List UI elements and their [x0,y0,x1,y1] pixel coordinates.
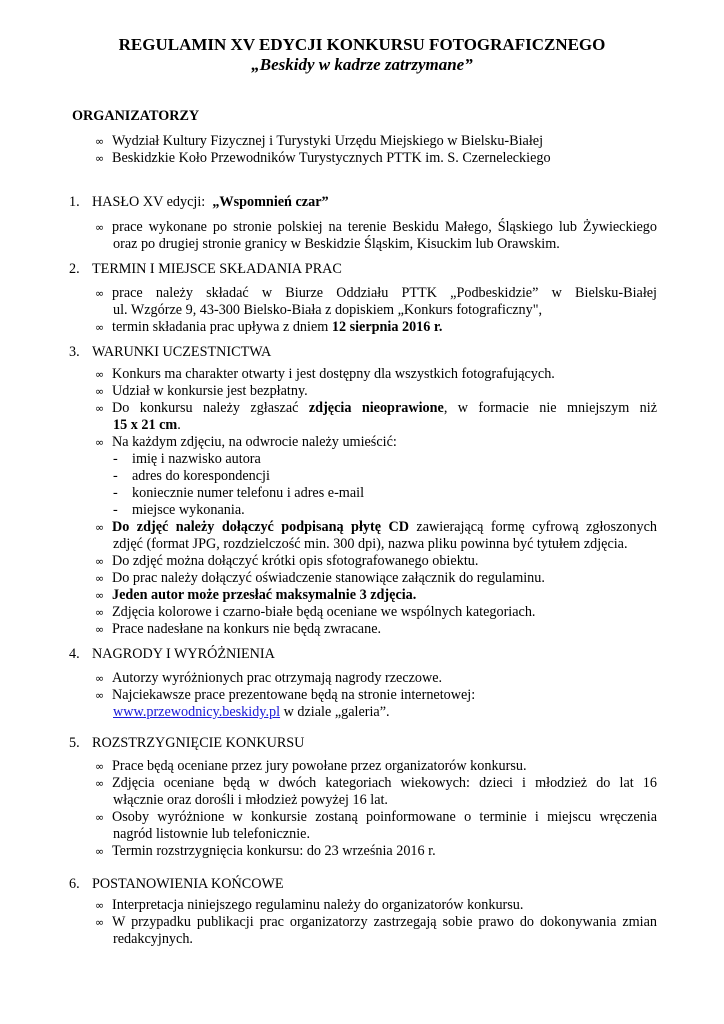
dash-item: - adres do korespondencji [113,468,270,484]
dash-item: - imię i nazwisko autora [113,451,261,467]
list-item-continuation: www.przewodnicy.beskidy.pl w dziale „galeria”. [113,704,390,720]
list-item: ∞ Prace będą oceniane przez jury powołane przez organizatorów konkursu. [95,758,527,774]
infinity-bullet-icon: ∞ [95,777,105,790]
list-item: ∞ Autorzy wyróżnionych prac otrzymają nagrody rzeczowe. [95,670,443,686]
infinity-bullet-icon: ∞ [95,899,105,912]
list-item: ∞ Do konkursu należy zgłaszać zdjęcia nieoprawione, w formacie nie mniejszym niż [95,400,658,416]
infinity-bullet-icon: ∞ [95,672,105,685]
list-item: ∞ Beskidzkie Koło Przewodników Turystycznych PTTK im. S. Czerneleckiego [95,150,551,166]
list-item: ∞ Jeden autor może przesłać maksymalnie 3 zdjęcia. [95,587,417,603]
list-item: ∞ Wydział Kultury Fizycznej i Turystyki Urzędu Miejskiego w Bielsku-Białej [95,133,544,149]
section-heading-2: 2. TERMIN I MIEJSCE SKŁADANIA PRAC [69,261,342,277]
infinity-bullet-icon: ∞ [95,385,105,398]
infinity-bullet-icon: ∞ [95,811,105,824]
infinity-bullet-icon: ∞ [95,572,105,585]
infinity-bullet-icon: ∞ [95,287,105,300]
infinity-bullet-icon: ∞ [95,135,105,148]
list-item: ∞ Na każdym zdjęciu, na odwrocie należy umieścić: [95,434,397,450]
infinity-bullet-icon: ∞ [95,555,105,568]
infinity-bullet-icon: ∞ [95,521,105,534]
infinity-bullet-icon: ∞ [95,606,105,619]
list-item: ∞ Prace nadesłane na konkurs nie będą zwracane. [95,621,382,637]
infinity-bullet-icon: ∞ [95,623,105,636]
infinity-bullet-icon: ∞ [95,760,105,773]
section-heading-5: 5. ROZSTRZYGNIĘCIE KONKURSU [69,735,305,751]
infinity-bullet-icon: ∞ [95,402,105,415]
list-item: ∞ Udział w konkursie jest bezpłatny. [95,383,308,399]
document-title: REGULAMIN XV EDYCJI KONKURSU FOTOGRAFICZNEGO [118,35,606,54]
list-item-continuation: oraz po drugiej stronie granicy w Beskidzie Śląskim, Kisuckim lub Orawskim. [113,236,560,252]
list-item-continuation: ul. Wzgórze 9, 43-300 Bielsko-Biała z dopiskiem „Konkurs fotograficzny", [113,302,543,318]
list-item: ∞ Zdjęcia oceniane będą w dwóch kategoriach wiekowych: dzieci i młodzież do lat 16 [95,775,657,791]
list-item-continuation: zdjęć (format JPG, rozdzielczość min. 300 dpi), nazwa pliku powinna być tytułem zdjęcia. [113,536,628,552]
list-item: ∞ Osoby wyróżnione w konkursie zostaną poinformowane o terminie i miejscu wręczenia [95,809,657,825]
dash-item: - miejsce wykonania. [113,502,245,518]
list-item: ∞ Do zdjęć można dołączyć krótki opis sfotografowanego obiektu. [95,553,479,569]
list-item: ∞ Najciekawsze prace prezentowane będą na stronie internetowej: [95,687,476,703]
section-heading-4: 4. NAGRODY I WYRÓŻNIENIA [69,646,275,662]
infinity-bullet-icon: ∞ [95,436,105,449]
website-link[interactable]: www.przewodnicy.beskidy.pl [113,704,281,720]
list-item: ∞ Termin rozstrzygnięcia konkursu: do 23 września 2016 r. [95,843,436,859]
list-item: ∞ Do prac należy dołączyć oświadczenie stanowiące załącznik do regulaminu. [95,570,545,586]
list-item-continuation: włącznie oraz dorośli i młodzież powyżej 16 lat. [113,792,388,808]
section-heading-1: 1. HASŁO XV edycji: „Wspomnień czar” [69,194,329,210]
dash-item: - koniecznie numer telefonu i adres e-mail [113,485,365,501]
infinity-bullet-icon: ∞ [95,152,105,165]
list-item: ∞ Zdjęcia kolorowe i czarno-białe będą oceniane we wspólnych kategoriach. [95,604,536,620]
infinity-bullet-icon: ∞ [95,689,105,702]
list-item: ∞ Konkurs ma charakter otwarty i jest dostępny dla wszystkich fotografujących. [95,366,555,382]
list-item: ∞ termin składania prac upływa z dniem 12 sierpnia 2016 r. [95,319,443,335]
list-item: ∞ prace wykonane po stronie polskiej na terenie Beskidu Małego, Śląskiego lub Żywieckiego [95,219,657,235]
infinity-bullet-icon: ∞ [95,916,105,929]
section-heading-6: 6. POSTANOWIENIA KOŃCOWE [69,876,284,892]
list-item: ∞ Do zdjęć należy dołączyć podpisaną płytę CD zawierającą formę cyfrową zgłoszonych [95,519,658,535]
list-item-continuation: nagród listownie lub telefonicznie. [113,826,310,842]
organizers-heading: ORGANIZATORZY [72,108,200,124]
list-item: ∞ prace należy składać w Biurze Oddziału PTTK „Podbeskidzie” w Bielsku-Białej [95,285,657,301]
list-item: ∞ Interpretacja niniejszego regulaminu należy do organizatorów konkursu. [95,897,524,913]
infinity-bullet-icon: ∞ [95,321,105,334]
section-heading-3: 3. WARUNKI UCZESTNICTWA [69,344,272,360]
list-item-continuation: 15 x 21 cm. [113,417,181,433]
list-item: ∞ W przypadku publikacji prac organizatorzy zastrzegają sobie prawo do dokonywania zmian [95,914,657,930]
list-item-continuation: redakcyjnych. [113,931,193,947]
infinity-bullet-icon: ∞ [95,845,105,858]
document-subtitle: „Beskidy w kadrze zatrzymane” [251,55,473,74]
infinity-bullet-icon: ∞ [95,368,105,381]
infinity-bullet-icon: ∞ [95,589,105,602]
infinity-bullet-icon: ∞ [95,221,105,234]
